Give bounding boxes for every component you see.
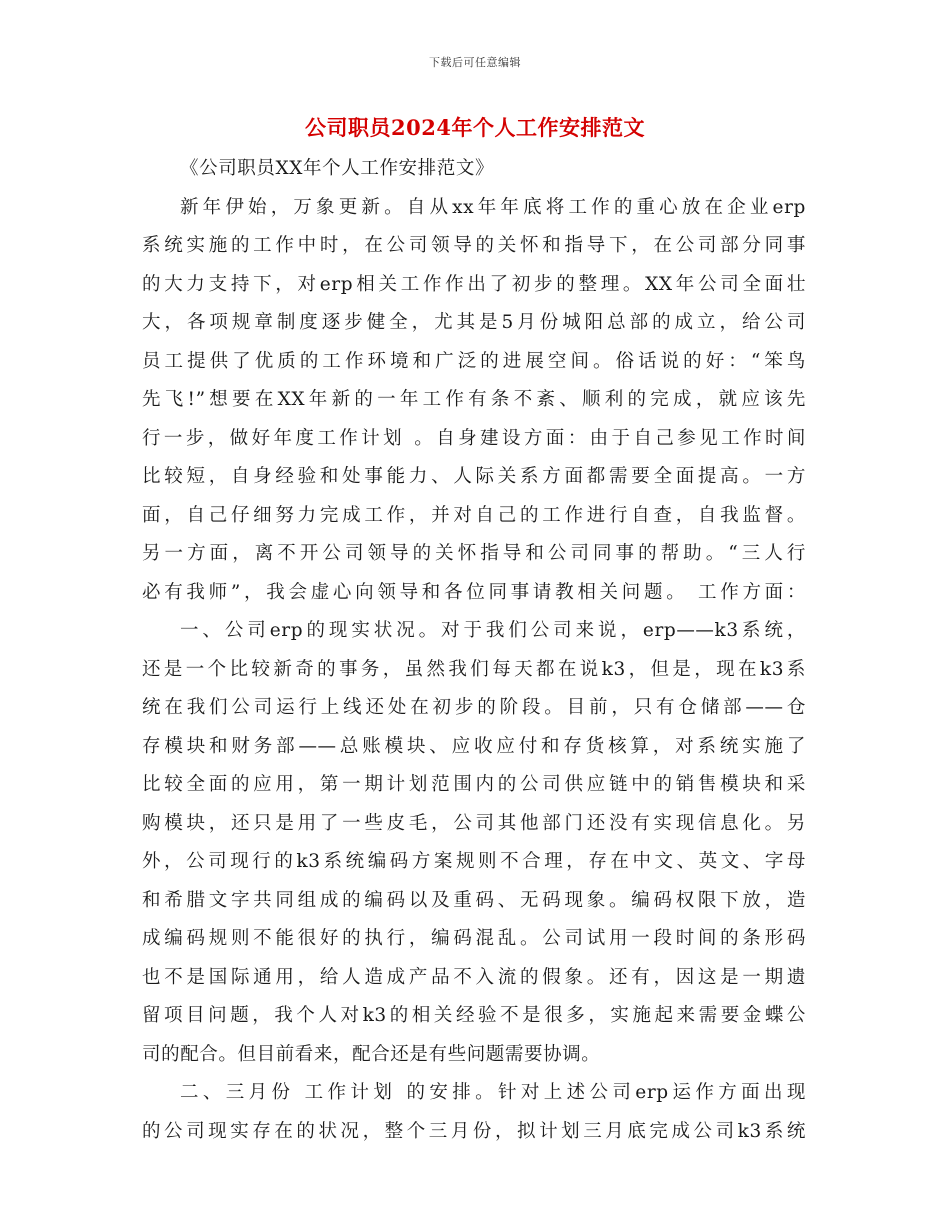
text-line: 比较短，自身经验和处事能力、人际关系方面都需要全面提高。一方 [142, 466, 806, 487]
text-line: 大，各项规章制度逐步健全，尤其是5月份城阳总部的成立，给公司 [142, 312, 806, 333]
text-line: 系统实施的工作中时，在公司领导的关怀和指导下，在公司部分同事 [142, 235, 806, 256]
text-line: 司的配合。但目前看来，配合还是有些问题需要协调。 [142, 1043, 601, 1065]
text-line: 还是一个比较新奇的事务，虽然我们每天都在说k3，但是，现在k3系 [142, 658, 806, 680]
text-line: 一、公司erp的现实状况。对于我们公司来说，erp——k3系统， [180, 620, 806, 641]
document-title: 公司职员2024年个人工作安排范文 [305, 115, 645, 140]
text-line: 的公司现实存在的状况，整个三月份，拟计划三月底完成公司k3系统 [142, 1120, 806, 1142]
text-line: 成编码规则不能很好的执行，编码混乱。公司试用一段时间的条形码 [142, 928, 806, 949]
text-line: 统在我们公司运行上线还处在初步的阶段。目前，只有仓储部——仓 [142, 697, 806, 718]
text-line: 新年伊始，万象更新。自从xx年年底将工作的重心放在企业erp [180, 196, 806, 218]
text-line: 外，公司现行的k3系统编码方案规则不合理，存在中文、英文、字母 [142, 851, 806, 872]
text-line: 《公司职员XX年个人工作安排范文》 [180, 158, 495, 179]
text-line: 的大力支持下，对erp相关工作作出了初步的整理。XX年公司全面壮 [142, 273, 806, 295]
text-line: 比较全面的应用，第一期计划范围内的公司供应链中的销售模块和采 [142, 774, 806, 795]
text-line: 员工提供了优质的工作环境和广泛的进展空间。俗话说的好：“笨鸟 [142, 350, 806, 372]
text-line: 也不是国际通用，给人造成产品不入流的假象。还有，因这是一期遗 [142, 966, 806, 988]
text-line: 购模块，还只是用了一些皮毛，公司其他部门还没有实现信息化。另 [142, 812, 806, 834]
text-line: 二、三月份 工作计划 的安排。针对上述公司erp运作方面出现 [180, 1082, 806, 1103]
text-line: 存模块和财务部——总账模块、应收应付和存货核算，对系统实施了 [142, 735, 806, 757]
text-line: 另一方面，离不开公司领导的关怀指导和公司同事的帮助。“三人行 [142, 543, 806, 564]
text-line: 行一步，做好年度工作计划 。自身建设方面：由于自己参见工作时间 [142, 427, 806, 449]
text-line: 留项目问题，我个人对k3的相关经验不是很多，实施起来需要金蝶公 [142, 1005, 806, 1026]
page-header-note: 下载后可任意编辑 [429, 56, 521, 69]
text-line: 和希腊文字共同组成的编码以及重码、无码现象。编码权限下放，造 [142, 889, 806, 911]
text-line: 先飞!”想要在XX年新的一年工作有条不紊、顺利的完成，就应该先 [142, 389, 806, 410]
text-line: 面，自己仔细努力完成工作，并对自己的工作进行自查，自我监督。 [142, 504, 806, 526]
text-line: 必有我师”，我会虚心向领导和各位同事请教相关问题。 工作方面： [142, 581, 806, 603]
document-body [142, 150, 806, 1151]
